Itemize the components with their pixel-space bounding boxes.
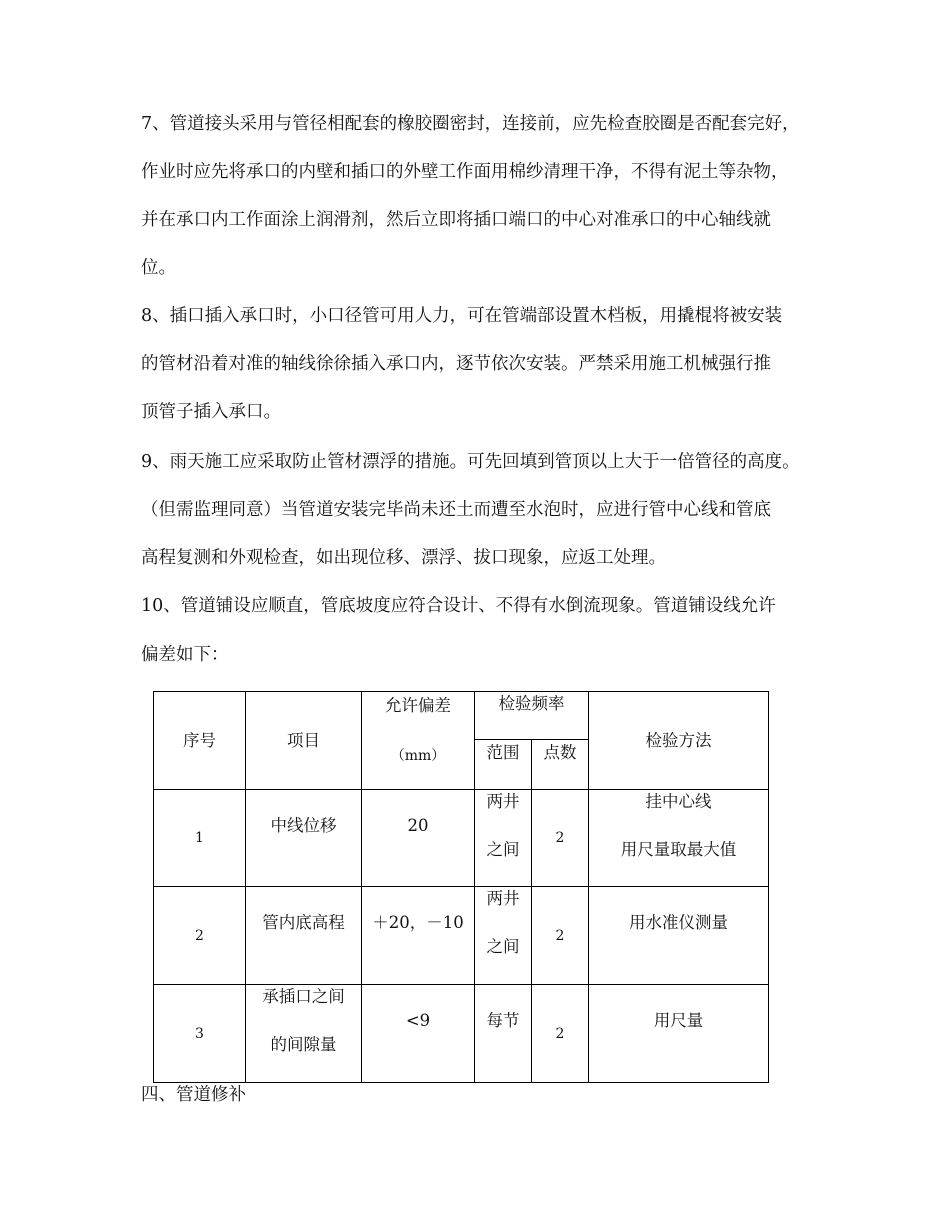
row-2-item: 管内底高程 — [246, 887, 362, 985]
tolerance-table — [153, 691, 769, 1083]
header-item: 项目 — [246, 692, 362, 790]
table-row — [154, 790, 769, 887]
row-3-range: 每节 — [475, 985, 532, 1083]
header-method: 检验方法 — [589, 692, 769, 790]
row-2-seq: 2 — [154, 887, 246, 985]
header-range: 范围 — [475, 740, 532, 790]
paragraph-7-line-3: 并在承口内工作面涂上润滑剂，然后立即将插口端口的中心对准承口的中心轴线就 — [141, 210, 771, 230]
header-points: 点数 — [532, 740, 589, 790]
table-header-row — [154, 692, 769, 740]
row-3-seq: 3 — [154, 985, 246, 1083]
row-3-item: 承插口之间 的间隙量 — [246, 985, 362, 1083]
paragraph-8-line-3: 顶管子插入承口。 — [141, 402, 281, 422]
row-1-seq: 1 — [154, 790, 246, 887]
row-1-tolerance: 20 — [362, 790, 475, 887]
row-2-points: 2 — [532, 887, 589, 985]
section-heading: 四、管道修补 — [141, 1085, 246, 1105]
row-1-points: 2 — [532, 790, 589, 887]
row-3-tolerance: <9 — [362, 985, 475, 1083]
paragraph-8-line-1: 8、插口插入承口时，小口径管可用人力，可在管端部设置木档板，用撬棍将被安装 — [141, 306, 783, 326]
row-2-tolerance: ＋20，－10 — [362, 887, 475, 985]
row-3-method: 用尺量 — [589, 985, 769, 1083]
row-1-item: 中线位移 — [246, 790, 362, 887]
table-row — [154, 985, 769, 1083]
paragraph-10-line-2: 偏差如下： — [141, 645, 229, 665]
header-seq: 序号 — [154, 692, 246, 790]
paragraph-10-line-1: 10、管道铺设应顺直，管底坡度应符合设计、不得有水倒流现象。管道铺设线允许 — [141, 596, 776, 616]
paragraph-7-line-2: 作业时应先将承口的内壁和插口的外壁工作面用棉纱清理干净，不得有泥土等杂物， — [141, 162, 789, 182]
paragraph-9-line-2: （但需监理同意）当管道安装完毕尚未还土而遭至水泡时，应进行管中心线和管底 — [141, 500, 771, 520]
paragraph-9-line-1: 9、雨天施工应采取防止管材漂浮的措施。可先回填到管顶以上大于一倍管径的高度。 — [141, 452, 800, 472]
row-1-method: 挂中心线 用尺量取最大值 — [589, 790, 769, 887]
row-1-range: 两井 之间 — [475, 790, 532, 887]
row-3-points: 2 — [532, 985, 589, 1083]
header-tolerance: 允许偏差 （mm） — [362, 692, 475, 790]
paragraph-7-line-4: 位。 — [141, 258, 176, 278]
paragraph-9-line-3: 高程复测和外观检查，如出现位移、漂浮、拔口现象，应返工处理。 — [141, 548, 666, 568]
row-2-range: 两井 之间 — [475, 887, 532, 985]
header-frequency: 检验频率 — [475, 692, 589, 740]
paragraph-8-line-2: 的管材沿着对准的轴线徐徐插入承口内，逐节依次安装。严禁采用施工机械强行推 — [141, 354, 771, 374]
paragraph-7-line-1: 7、管道接头采用与管径相配套的橡胶圈密封，连接前，应先检查胶圈是否配套完好， — [141, 114, 800, 134]
table-row — [154, 887, 769, 985]
row-2-method: 用水准仪测量 — [589, 887, 769, 985]
